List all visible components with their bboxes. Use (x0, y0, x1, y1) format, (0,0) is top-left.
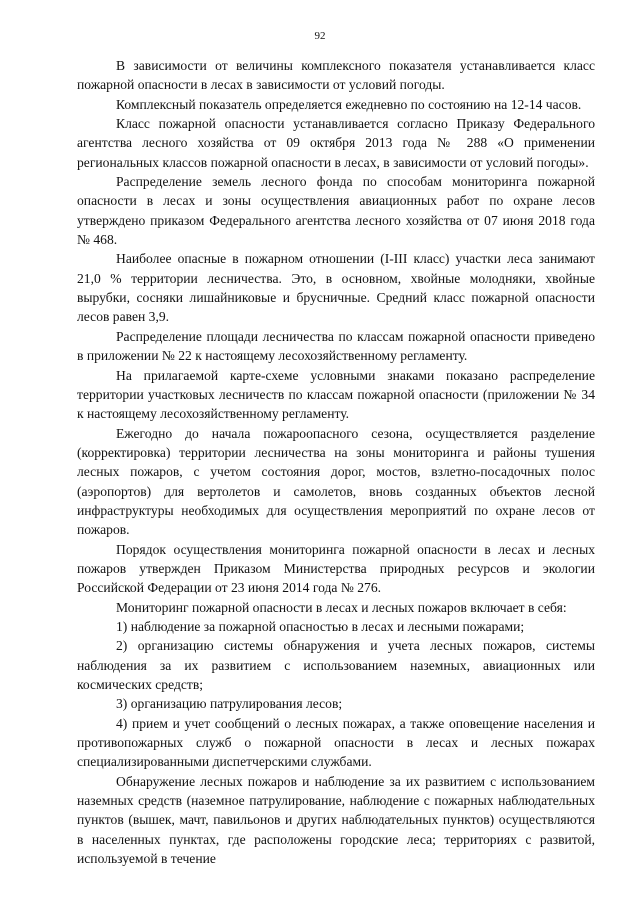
page-number: 92 (314, 30, 326, 42)
paragraph: В зависимости от величины комплексного показателя устанавливается класс пожарной опасности в лесах в зависимости от условий погоды. (77, 58, 595, 93)
list-item: 1) наблюдение за пожарной опасностью в лесах и лесными пожарами; (116, 618, 525, 634)
paragraph: Мониторинг пожарной опасности в лесах и лесных пожаров включает в себя: (116, 599, 567, 615)
list-item: 4) прием и учет сообщений о лесных пожарах, а также оповещение населения и противопожарных служб о пожарной опасности в лесах и лесных пожарах специализированными диспетчерскими службами. (77, 715, 595, 770)
list-item: 3) организацию патрулирования лесов; (116, 696, 343, 712)
paragraph: Комплексный показатель определяется ежедневно по состоянию на 12-14 часов. (116, 96, 582, 112)
paragraph: На прилагаемой карте-схеме условными знаками показано распределение территории участковых лесничеств по классам пожарной опасности (приложении № 34 к настоящему лесохозяйственному регламенту. (77, 367, 595, 422)
paragraph: Наиболее опасные в пожарном отношении (I-III класс) участки леса занимают 21,0 % территории лесничества. Это, в основном, хвойные молодняки, хвойные вырубки, сосняки лишайниковые и брусничные. Средний класс пожарной опасности лесов равен 3,9. (77, 251, 595, 325)
paragraph: Распределение земель лесного фонда по способам мониторинга пожарной опасности в лесах и зоны осуществления авиационных работ по охране лесов утверждено приказом Федерального агентства лесного хозяйства от 07 июня 2018 года № 468. (77, 174, 595, 248)
list-item: 2) организацию системы обнаружения и учета лесных пожаров, системы наблюдения за их развитием с использованием наземных, авиационных или космических средств; (77, 638, 595, 692)
paragraph: Распределение площади лесничества по классам пожарной опасности приведено в приложении № 22 к настоящему лесохозяйственному регламенту. (77, 328, 595, 364)
paragraph: Ежегодно до начала пожароопасного сезона, осуществляется разделение (корректировка) территории лесничества на зоны мониторинга и районы тушения лесных пожаров, с учетом состояния дорог, мостов, взлетно-посадочных полос (аэропортов) для вертолетов и самолетов, вновь созданных объектов лесной инфраструктуры необходимых для осуществления мероприятий по охране лесов от пожаров. (77, 425, 595, 538)
document-body (77, 56, 595, 868)
paragraph: Обнаружение лесных пожаров и наблюдение за их развитием с использованием наземных средств (наземное патрулирование, наблюдение с пожарных наблюдательных пунктов (вышек, мачт, павильонов и других наблюдательных пунктов) осуществляются в населенных пунктах, где расположены городские леса; территориях с развитой, используемой в течение (77, 773, 595, 867)
paragraph: Класс пожарной опасности устанавливается согласно Приказу Федерального агентства лесного хозяйства от 09 октября 2013 года № 288 «О применении региональных классов пожарной опасности в лесах, в зависимости от условий погоды». (77, 116, 595, 170)
paragraph: Порядок осуществления мониторинга пожарной опасности в лесах и лесных пожаров утвержден Приказом Министерства природных ресурсов и экологии Российской Федерации от 23 июня 2014 года № 276. (77, 541, 595, 596)
